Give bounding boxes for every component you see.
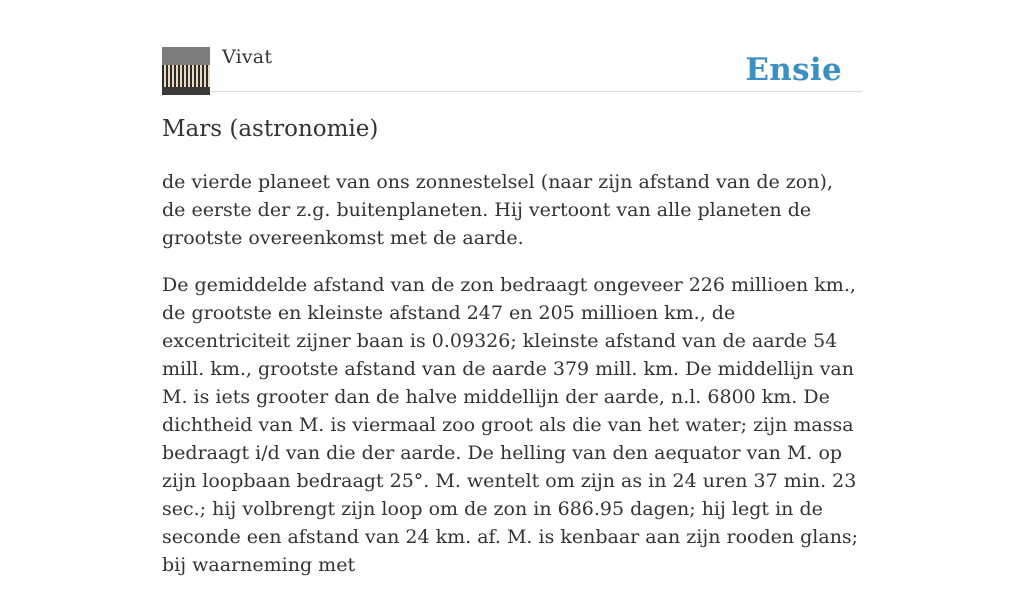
article-paragraph: de vierde planeet van ons zonnestelsel (naar zijn afstand van de zon), de eerste der z.g. buitenplaneten. Hij vertoont van alle planeten de grootste overeenkomst met de aarde. [162, 171, 833, 249]
book-spines-avatar[interactable] [162, 47, 210, 95]
page-title: Mars (astronomie) [162, 116, 379, 142]
article-paragraph: De gemiddelde afstand van de zon bedraagt ongeveer 226 millioen km., de grootste en kleinste afstand 247 en 205 millioen km., de excentriciteit zijner baan is 0.09326; kleinste afstand van de aarde 54 mill. km., grootste afstand van de aarde 379 mill. km. De middellijn van M. is iets grooter dan de halve middellijn der aarde, n.l. 6800 km. De dichtheid van M. is viermaal zoo groot als die van het water; zijn massa bedraagt i/d van die der aarde. De helling van den aequator van M. op zijn loopbaan bedraagt 25°. M. wentelt om zijn as in 24 uren 37 min. 23 sec.; hij volbrengt zijn loop om de zon in 686.95 dagen; hij legt in de seconde een afstand van 24 km. af. M. is kenbaar aan zijn rooden glans; bij waarneming met [162, 274, 859, 576]
site-header [162, 0, 862, 92]
source-name[interactable]: Vivat [222, 46, 273, 68]
avatar-book-spines [162, 65, 210, 87]
avatar-shelf [162, 87, 210, 95]
article-body [162, 168, 862, 598]
page-container [162, 0, 862, 576]
ensie-logo[interactable]: Ensie [745, 52, 842, 88]
